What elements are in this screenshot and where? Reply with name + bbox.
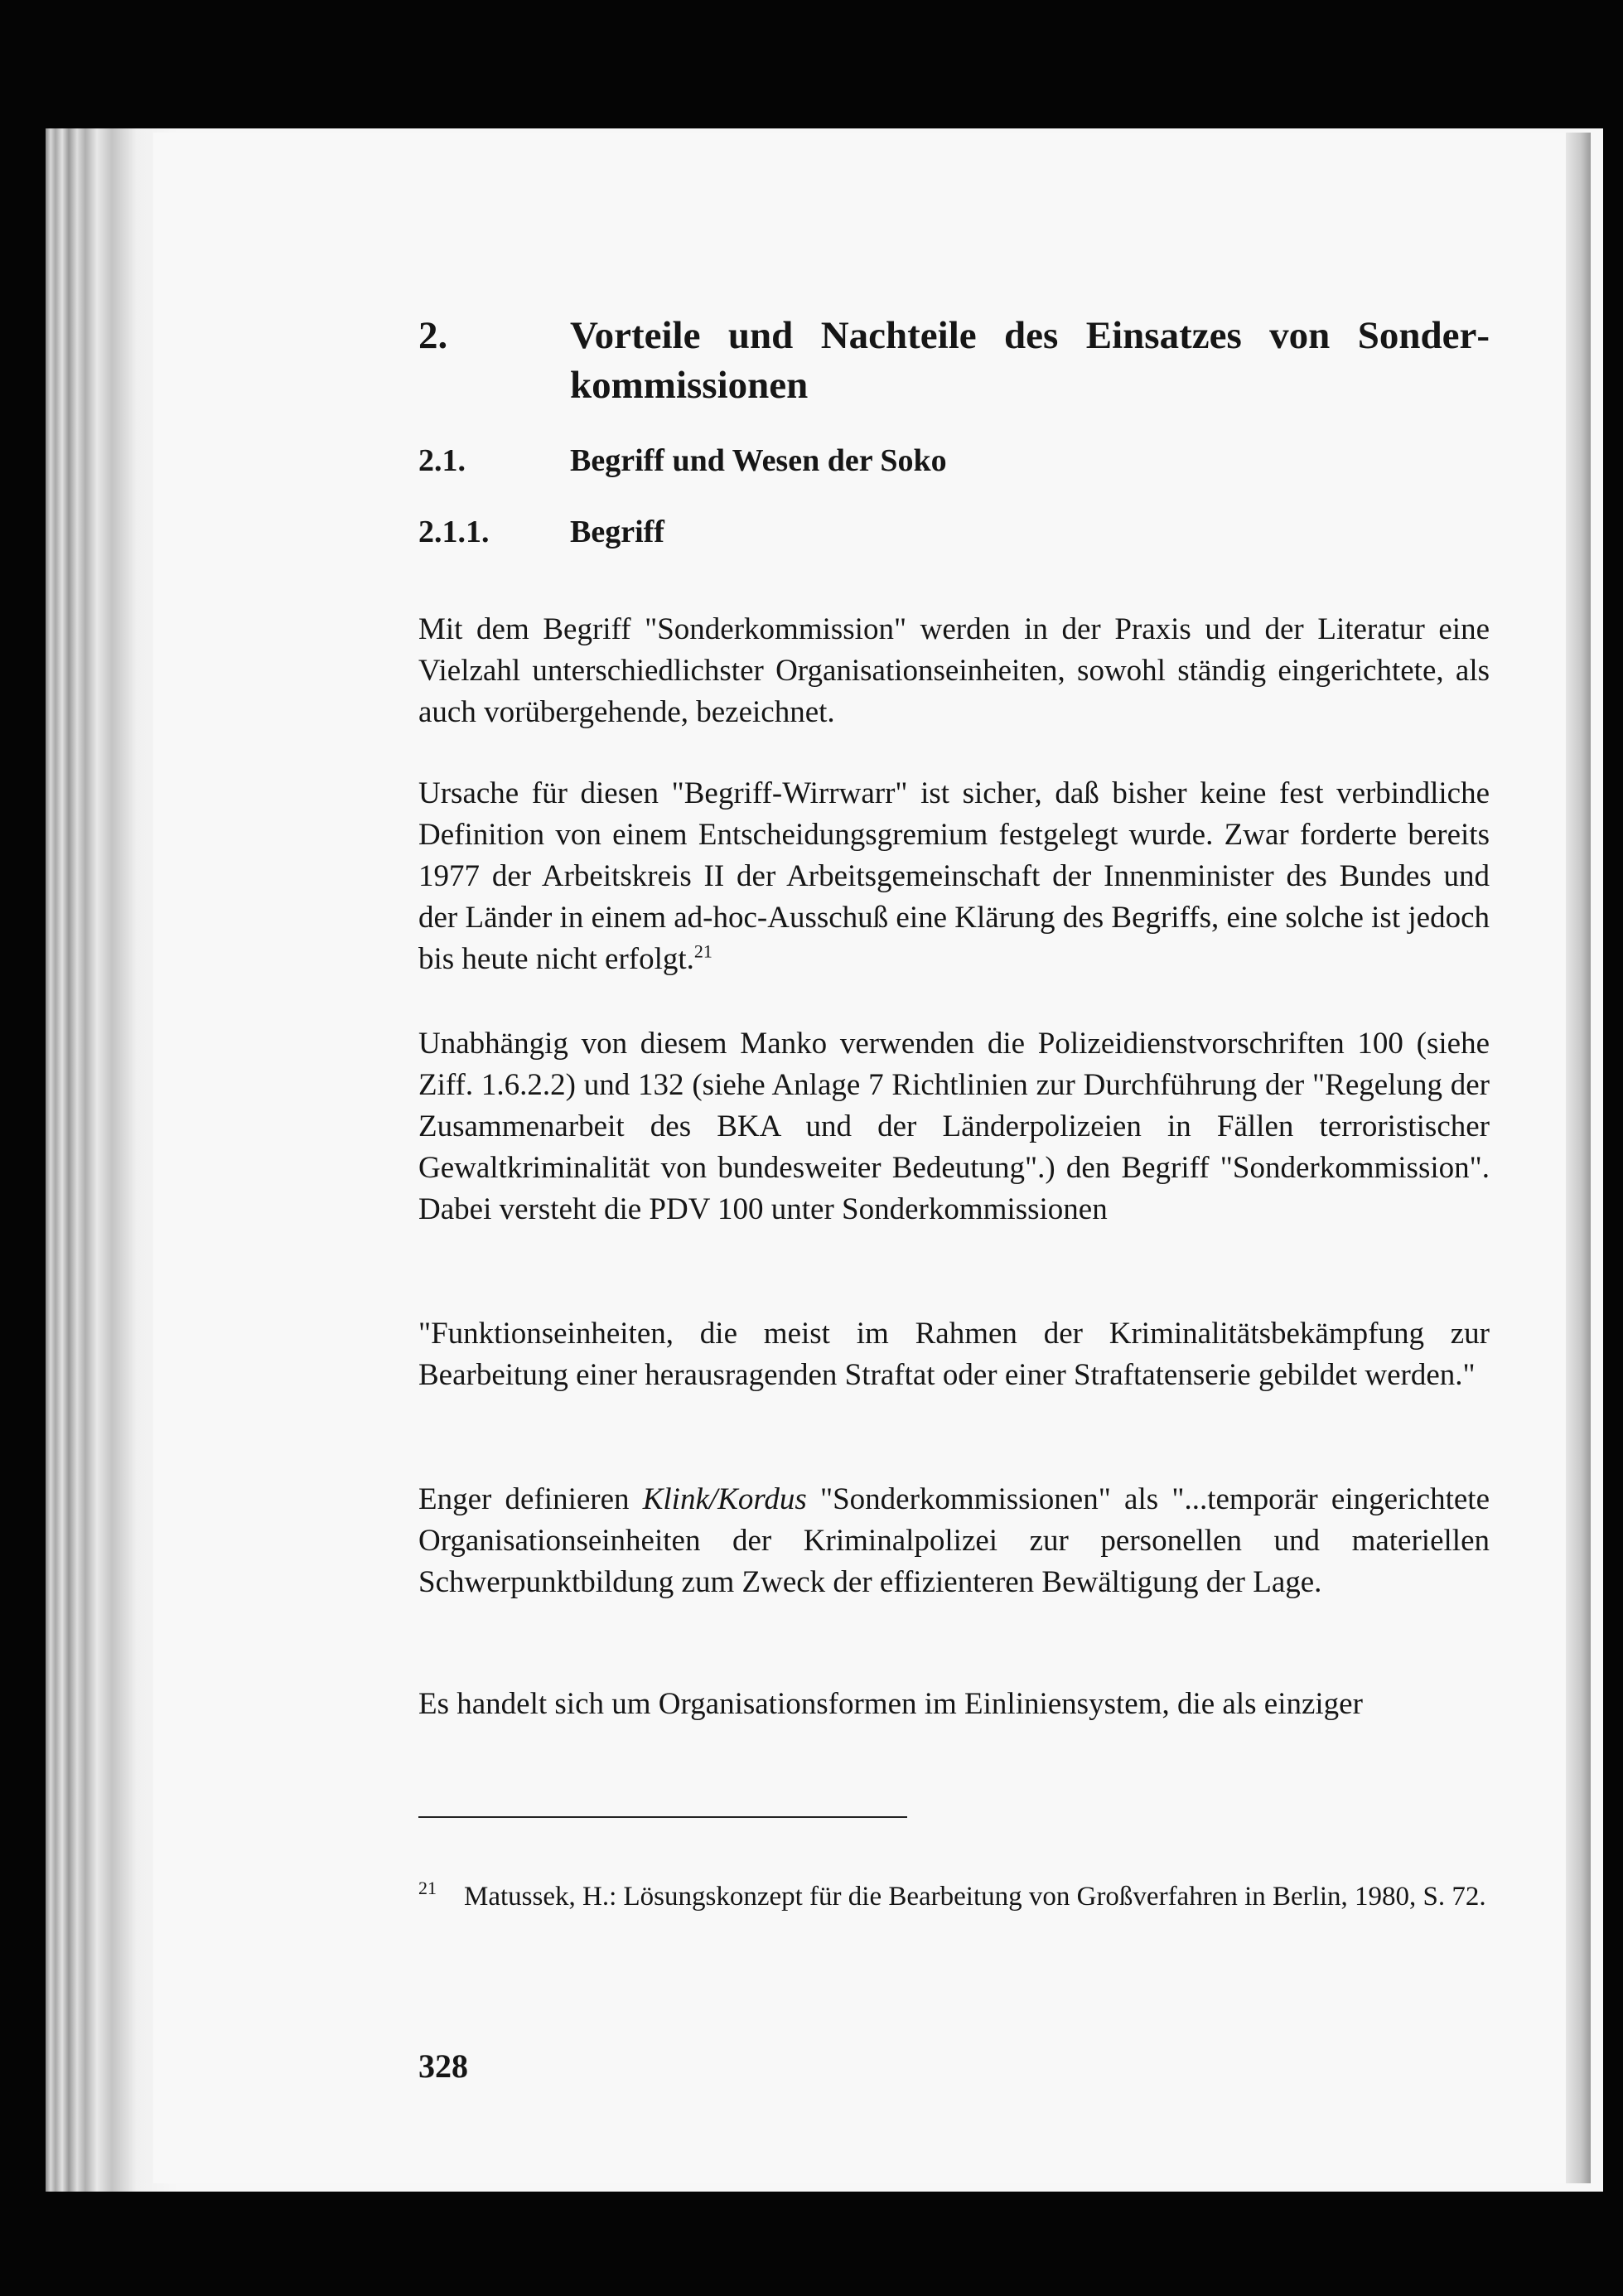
- section-number: 2.1.: [418, 443, 466, 478]
- paragraph-5: [418, 1479, 1490, 1603]
- footnote-divider: [418, 1816, 907, 1818]
- page-right-edge: [1566, 133, 1591, 2183]
- footnote-text: Matussek, H.: Lösungskonzept für die Bearbeitung von Großverfahren in Berlin, 1980, S. 72.: [464, 1882, 1486, 1912]
- chapter-title: Vorteile und Nachteile des Einsatzes von Sonderkommissionen: [570, 314, 1490, 407]
- paragraph-5-rest: "Sonderkommissionen" als "...temporär eingerichtete Organisationseinheiten der Kriminalpolizei zur personellen und materiellen Schwerpunktbildung zum Zweck der effizienteren Bewältigung der Lage.: [418, 1482, 1490, 1599]
- paragraph-3: Unabhängig von diesem Manko verwenden die Polizeidienstvorschriften 100 (siehe Ziff. 1.6.2.2) und 132 (siehe Anlage 7 Richtlinien zur Durchführung der "Regelung der Zusammenarbeit des BKA und der Länderpolizeien in Fällen terroristischer Gewaltkriminalität von bundesweiter Bedeutung".) den Begriff "Sonderkommission". Dabei versteht die PDV 100 unter Sonderkommissionen: [418, 1027, 1490, 1226]
- subsection-number: 2.1.1.: [418, 515, 490, 549]
- cited-authors: Klink/Kordus: [642, 1482, 807, 1516]
- subsection-title: Begriff: [570, 515, 664, 549]
- paragraph-5-prefix: Enger definieren: [418, 1482, 643, 1516]
- paragraph-2: [418, 773, 1490, 980]
- paragraph-4-quote: "Funktionseinheiten, die meist im Rahmen der Kriminalitätsbekämpfung zur Bearbeitung einer herausragenden Straftat oder einer Straftatenserie gebildet werden.": [418, 1317, 1490, 1392]
- paragraph-6: Es handelt sich um Organisationsformen im Einliniensystem, die als einziger: [418, 1687, 1363, 1721]
- chapter-number: 2.: [418, 314, 448, 357]
- section-title: Begriff und Wesen der Soko: [570, 443, 947, 478]
- footnote-number: 21: [418, 1878, 437, 1898]
- footnote-reference: 21: [693, 940, 712, 962]
- page-number: 328: [418, 2047, 468, 2085]
- paragraph-1: Mit dem Begriff "Sonderkommission" werden in der Praxis und der Literatur eine Vielzahl unterschiedlichster Organisationseinheiten, sowohl ständig eingerichtete, als auch vorübergehende, bezeichnet.: [418, 612, 1490, 729]
- paragraph-2-text: Ursache für diesen "Begriff-Wirrwarr" ist sicher, daß bisher keine fest verbindliche Definition von einem Entscheidungsgremium festgelegt wurde. Zwar forderte bereits 1977 der Arbeitskreis II der Arbeitsgemeinschaft der Innenminister des Bundes und der Länder in einem ad-hoc-Ausschuß eine Klärung des Begriffs, eine solche ist jedoch bis heute nicht erfolgt.: [418, 776, 1490, 976]
